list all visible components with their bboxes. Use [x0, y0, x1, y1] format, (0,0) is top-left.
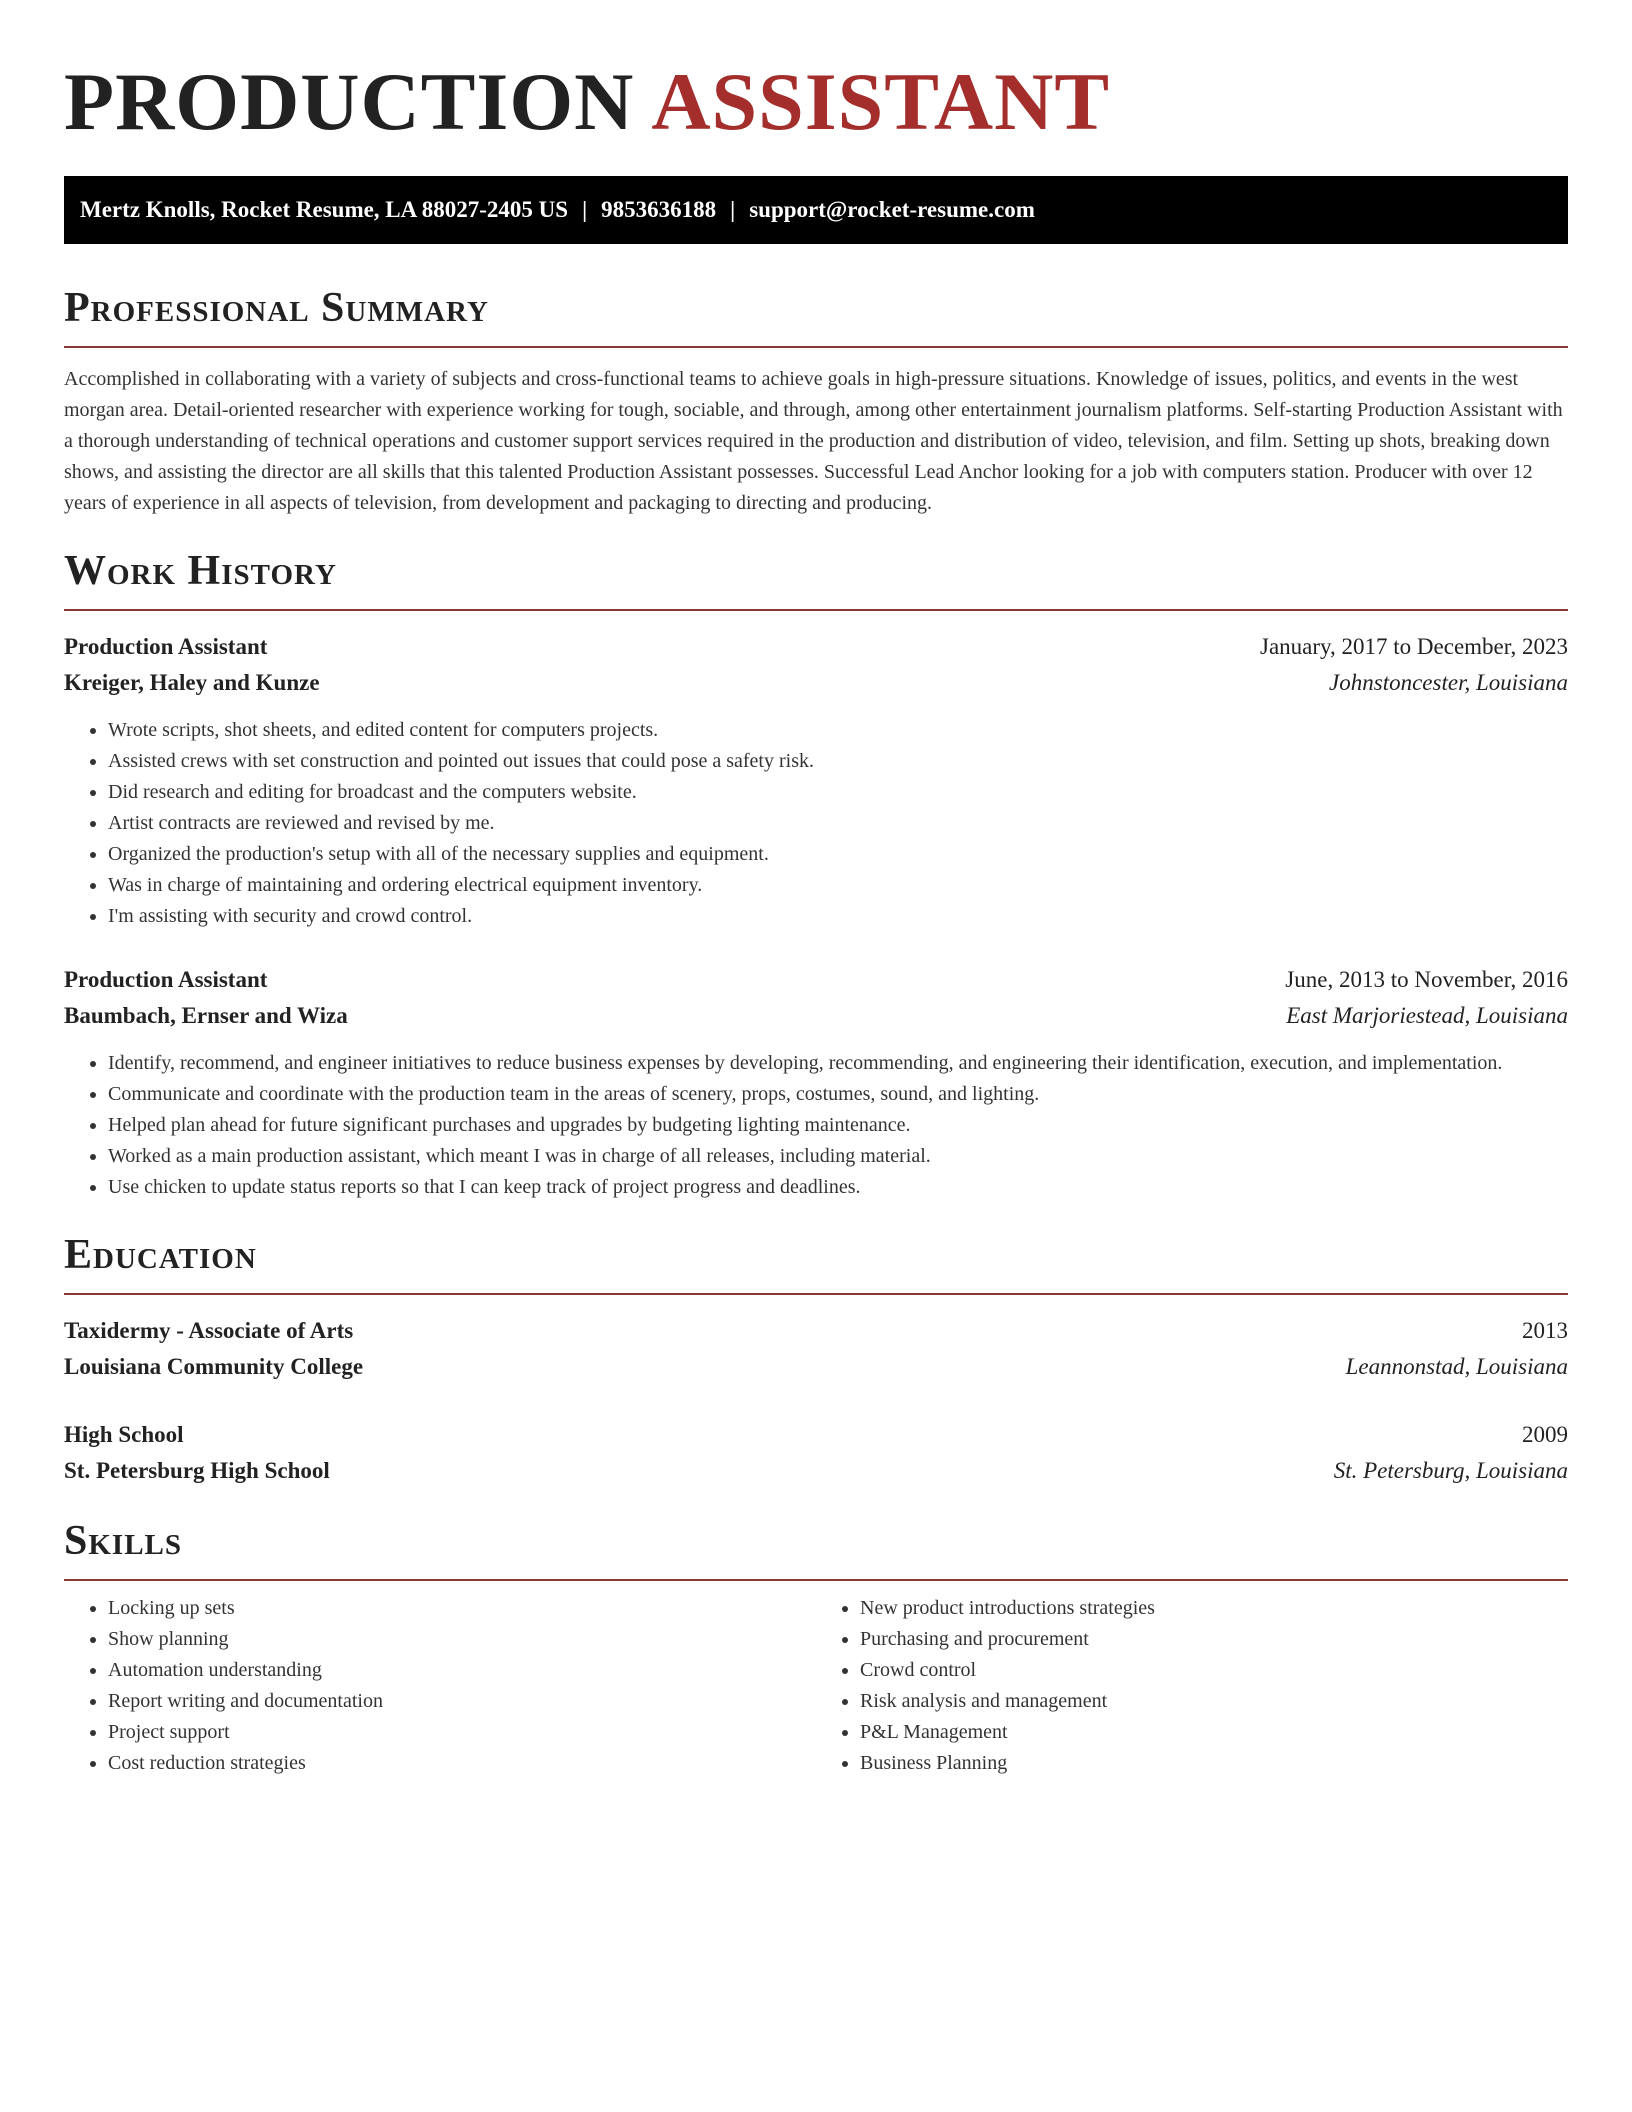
work-history-heading: Work History — [64, 548, 337, 594]
contact-separator: | — [730, 197, 736, 222]
job-entry — [64, 962, 1568, 1203]
skill-item: • New product introductions strategies — [860, 1593, 1568, 1624]
education-year: 2013 — [1522, 1318, 1568, 1343]
job-title: Production Assistant — [64, 634, 268, 659]
title-word-production: PRODUCTION — [64, 56, 635, 147]
education-heading: Education — [64, 1232, 257, 1278]
job-entry — [64, 629, 1568, 932]
summary-heading: Professional Summary — [64, 285, 489, 331]
job-bullets — [64, 1048, 1568, 1203]
title-word-assistant: ASSISTANT — [651, 56, 1111, 147]
job-bullet: • Worked as a main production assistant, which meant I was in charge of all releases, including material. — [108, 1141, 1568, 1172]
job-bullet: • I'm assisting with security and crowd control. — [108, 901, 1568, 932]
education-degree: High School — [64, 1422, 184, 1447]
job-bullet: • Communicate and coordinate with the production team in the areas of scenery, props, costumes, sound, and lighting. — [108, 1079, 1568, 1110]
skill-item: • Show planning — [108, 1624, 816, 1655]
contact-bar — [64, 176, 1568, 244]
section-divider — [64, 1579, 1568, 1581]
job-dates: January, 2017 to December, 2023 — [1260, 634, 1568, 659]
resume-title — [64, 52, 1568, 152]
education-school: St. Petersburg High School — [64, 1458, 330, 1483]
resume-page — [64, 0, 1568, 1779]
skills-list-right — [816, 1593, 1568, 1779]
education-school: Louisiana Community College — [64, 1354, 364, 1379]
skill-item: • Locking up sets — [108, 1593, 816, 1624]
skills-list-left — [64, 1593, 816, 1779]
education-degree: Taxidermy - Associate of Arts — [64, 1318, 354, 1343]
section-divider — [64, 609, 1568, 611]
skill-item: • Purchasing and procurement — [860, 1624, 1568, 1655]
contact-phone: 9853636188 — [601, 197, 717, 222]
contact-email: support@rocket-resume.com — [749, 197, 1035, 222]
job-bullet: • Wrote scripts, shot sheets, and edited content for computers projects. — [108, 715, 1568, 746]
skill-item: • Report writing and documentation — [108, 1686, 816, 1717]
skills-heading: Skills — [64, 1518, 183, 1564]
skill-item: • Business Planning — [860, 1748, 1568, 1779]
job-bullet: • Assisted crews with set construction and pointed out issues that could pose a safety risk. — [108, 746, 1568, 777]
job-bullet: • Identify, recommend, and engineer initiatives to reduce business expenses by developing, recommending, and engineering their identification, execution, and implementation. — [108, 1048, 1568, 1079]
job-company: Kreiger, Haley and Kunze — [64, 670, 320, 695]
job-bullet: • Organized the production's setup with all of the necessary supplies and equipment. — [108, 839, 1568, 870]
job-dates: June, 2013 to November, 2016 — [1285, 967, 1568, 992]
contact-address: Mertz Knolls, Rocket Resume, LA 88027-2405 US — [80, 197, 569, 222]
education-location: St. Petersburg, Louisiana — [1333, 1458, 1568, 1483]
job-bullet: • Did research and editing for broadcast and the computers website. — [108, 777, 1568, 808]
education-entry — [64, 1313, 1568, 1385]
contact-separator: | — [582, 197, 588, 222]
education-year: 2009 — [1522, 1422, 1568, 1447]
skill-item: • Automation understanding — [108, 1655, 816, 1686]
education-location: Leannonstad, Louisiana — [1345, 1354, 1568, 1379]
education-entry — [64, 1417, 1568, 1489]
job-location: Johnstoncester, Louisiana — [1329, 670, 1568, 695]
job-location: East Marjoriestead, Louisiana — [1286, 1003, 1568, 1028]
skill-item: • Crowd control — [860, 1655, 1568, 1686]
job-bullet: • Was in charge of maintaining and ordering electrical equipment inventory. — [108, 870, 1568, 901]
section-divider — [64, 346, 1568, 348]
summary-text: Accomplished in collaborating with a variety of subjects and cross-functional teams to achieve goals in high-pressure situations. Knowledge of issues, politics, and events in the west morgan area. Detail-oriented researcher with experience working for tough, sociable, and through, among other entertainment journalism platforms. Self-starting Production Assistant with a thorough understanding of technical operations and customer support services required in the production and distribution of video, television, and film. Setting up shots, breaking down shows, and assisting the director are all skills that this talented Production Assistant possesses. Successful Lead Anchor looking for a job with computers station. Producer with over 12 years of experience in all aspects of television, from development and packaging to directing and producing. — [64, 368, 1563, 514]
skill-item: • P&L Management — [860, 1717, 1568, 1748]
skills-columns — [64, 1593, 1568, 1779]
section-divider — [64, 1293, 1568, 1295]
skill-item: • Cost reduction strategies — [108, 1748, 816, 1779]
job-bullet: • Helped plan ahead for future significant purchases and upgrades by budgeting lighting maintenance. — [108, 1110, 1568, 1141]
job-bullet: • Use chicken to update status reports so that I can keep track of project progress and deadlines. — [108, 1172, 1568, 1203]
job-bullets — [64, 715, 1568, 932]
skill-item: • Risk analysis and management — [860, 1686, 1568, 1717]
job-bullet: • Artist contracts are reviewed and revised by me. — [108, 808, 1568, 839]
skill-item: • Project support — [108, 1717, 816, 1748]
job-company: Baumbach, Ernser and Wiza — [64, 1003, 348, 1028]
job-title: Production Assistant — [64, 967, 268, 992]
